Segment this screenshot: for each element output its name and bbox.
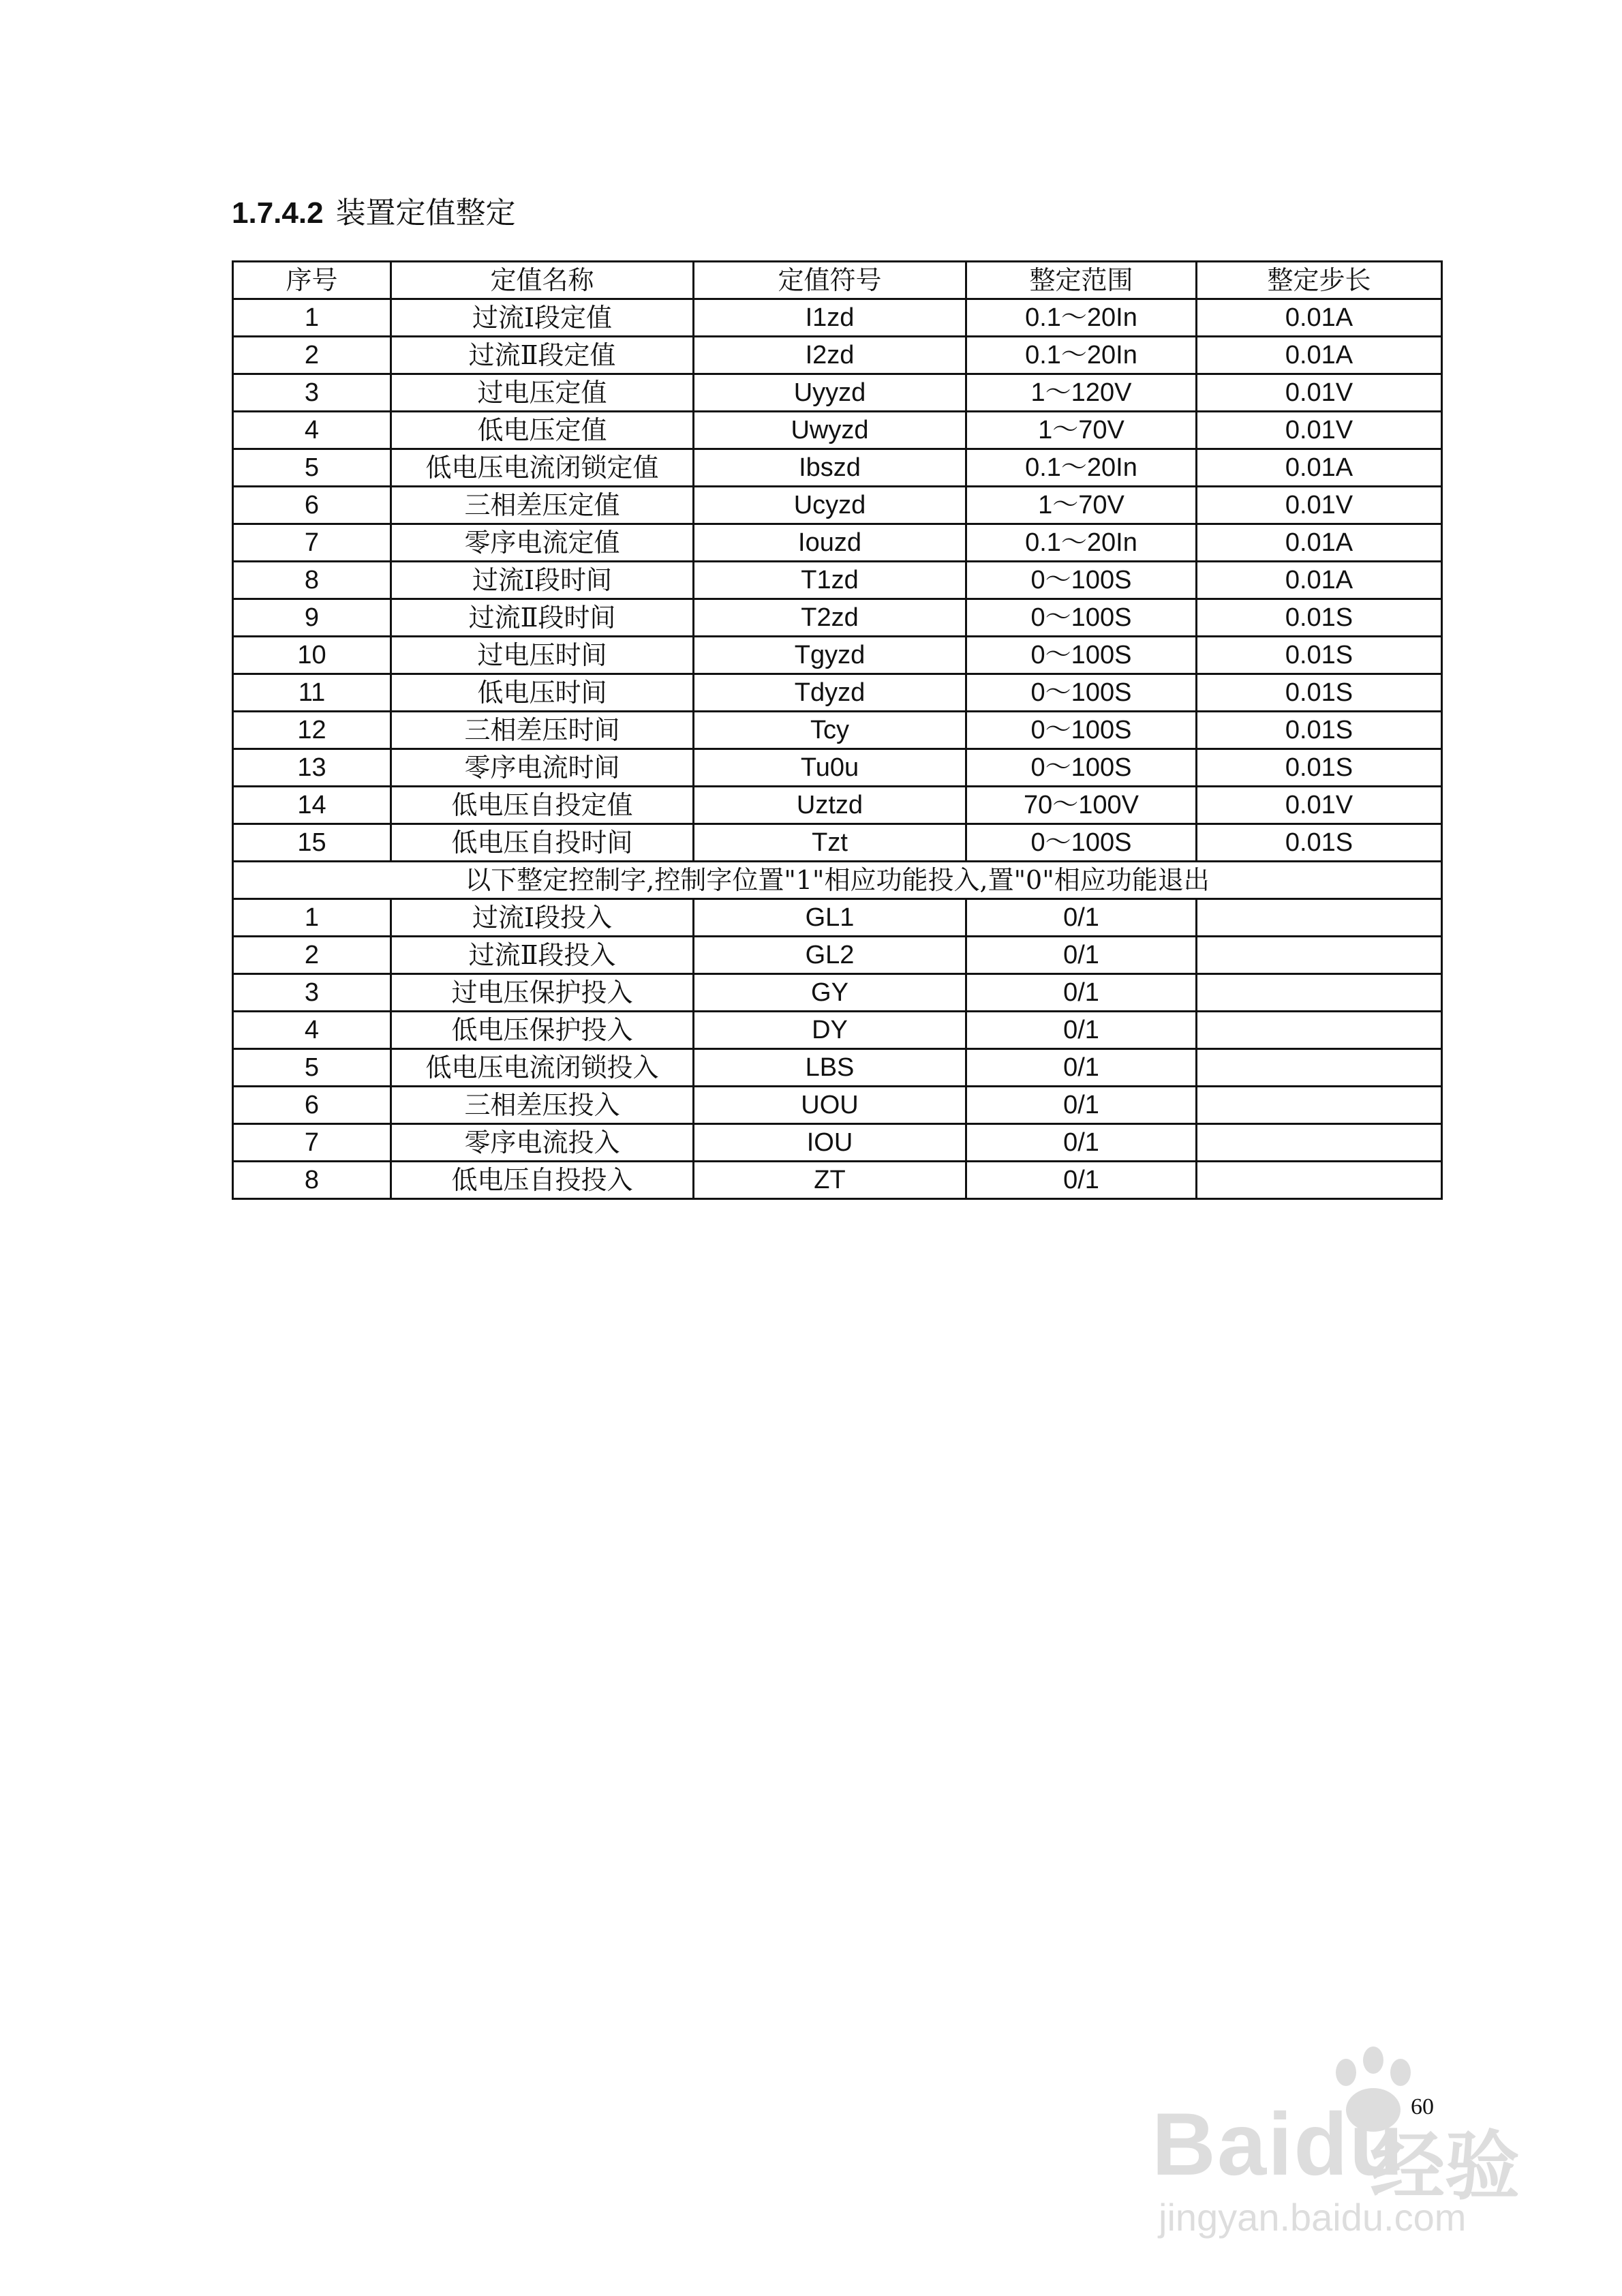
cell-name: 过流Ⅱ段定值 [391,337,694,374]
table-row [233,562,1442,599]
watermark-url: jingyan.baidu.com [1159,2196,1467,2239]
control-note-row [233,862,1442,899]
cell-range: 0/1 [966,899,1197,937]
cell-index: 14 [233,787,391,824]
cell-name: 过电压时间 [391,637,694,674]
table-row [233,299,1442,337]
cell-symbol: GL1 [694,899,966,937]
cell-symbol: Tdyzd [694,674,966,712]
control-row [233,899,1442,937]
cell-range: 0.1～20In [966,337,1197,374]
cell-range: 0～100S [966,712,1197,749]
cell-name: 三相差压时间 [391,712,694,749]
cell-range: 1～70V [966,412,1197,449]
cell-symbol: I2zd [694,337,966,374]
cell-step: 0.01A [1197,299,1442,337]
cell-index: 9 [233,599,391,637]
cell-step: 0.01A [1197,562,1442,599]
cell-range: 1～120V [966,374,1197,412]
section-title: 装置定值整定 [335,196,516,230]
cell-symbol: T2zd [694,599,966,637]
cell-step [1197,974,1442,1012]
cell-name: 过流Ⅰ段时间 [391,562,694,599]
cell-name: 过电压定值 [391,374,694,412]
cell-range: 0～100S [966,599,1197,637]
control-row [233,937,1442,974]
cell-step: 0.01S [1197,674,1442,712]
cell-step [1197,1087,1442,1124]
cell-symbol: Tcy [694,712,966,749]
cell-step: 0.01A [1197,449,1442,487]
cell-index: 7 [233,524,391,562]
control-row [233,1162,1442,1199]
page-number: 60 [1411,2094,1434,2119]
cell-range: 1～70V [966,487,1197,524]
cell-index: 3 [233,974,391,1012]
cell-name: 过电压保护投入 [391,974,694,1012]
cell-symbol: Iouzd [694,524,966,562]
baidu-jingyan-watermark [1152,2045,1533,2243]
cell-name: 低电压电流闭锁投入 [391,1049,694,1087]
header-range: 整定范围 [966,262,1197,299]
cell-index: 5 [233,1049,391,1087]
cell-symbol: T1zd [694,562,966,599]
cell-symbol: Tgyzd [694,637,966,674]
cell-symbol: Ibszd [694,449,966,487]
table-row [233,637,1442,674]
cell-name: 零序电流投入 [391,1124,694,1162]
cell-symbol: GL2 [694,937,966,974]
cell-name: 低电压自投定值 [391,787,694,824]
table-row [233,674,1442,712]
table-row [233,824,1442,862]
table-header-row [233,262,1442,299]
cell-index: 5 [233,449,391,487]
cell-symbol: UOU [694,1087,966,1124]
cell-index: 1 [233,299,391,337]
cell-range: 0/1 [966,974,1197,1012]
table-row [233,487,1442,524]
section-heading [232,194,516,232]
cell-step: 0.01V [1197,787,1442,824]
header-name: 定值名称 [391,262,694,299]
cell-name: 零序电流定值 [391,524,694,562]
cell-range: 0～100S [966,637,1197,674]
cell-name: 三相差压定值 [391,487,694,524]
cell-name: 低电压电流闭锁定值 [391,449,694,487]
cell-step: 0.01V [1197,374,1442,412]
cell-range: 0/1 [966,1124,1197,1162]
control-row [233,1124,1442,1162]
cell-step: 0.01V [1197,487,1442,524]
cell-range: 0/1 [966,1087,1197,1124]
cell-range: 0/1 [966,1049,1197,1087]
cell-index: 2 [233,937,391,974]
cell-step: 0.01S [1197,637,1442,674]
table-row [233,412,1442,449]
cell-symbol: LBS [694,1049,966,1087]
cell-index: 6 [233,487,391,524]
cell-symbol: I1zd [694,299,966,337]
cell-step [1197,1162,1442,1199]
cell-name: 过流Ⅱ段时间 [391,599,694,637]
cell-name: 过流Ⅰ段定值 [391,299,694,337]
cell-step: 0.01S [1197,824,1442,862]
control-note: 以下整定控制字,控制字位置"1"相应功能投入,置"0"相应功能退出 [233,862,1442,899]
cell-symbol: Uyyzd [694,374,966,412]
control-row [233,1049,1442,1087]
cell-name: 低电压定值 [391,412,694,449]
cell-step: 0.01A [1197,524,1442,562]
cell-index: 1 [233,899,391,937]
cell-step [1197,1124,1442,1162]
cell-range: 0/1 [966,937,1197,974]
cell-index: 8 [233,1162,391,1199]
cell-step: 0.01S [1197,749,1442,787]
cell-index: 12 [233,712,391,749]
cell-name: 过流Ⅱ段投入 [391,937,694,974]
cell-range: 0/1 [966,1012,1197,1049]
table-row [233,712,1442,749]
cell-name: 过流Ⅰ段投入 [391,899,694,937]
cell-symbol: IOU [694,1124,966,1162]
cell-index: 13 [233,749,391,787]
section-number: 1.7.4.2 [232,196,324,230]
cell-range: 0～100S [966,674,1197,712]
cell-symbol: GY [694,974,966,1012]
control-row [233,974,1442,1012]
cell-step: 0.01S [1197,712,1442,749]
table-row [233,599,1442,637]
cell-range: 0～100S [966,562,1197,599]
table-row [233,449,1442,487]
cell-symbol: Tu0u [694,749,966,787]
cell-step [1197,899,1442,937]
cell-name: 低电压自投时间 [391,824,694,862]
cell-index: 3 [233,374,391,412]
cell-index: 2 [233,337,391,374]
control-row [233,1087,1442,1124]
control-row [233,1012,1442,1049]
cell-index: 8 [233,562,391,599]
cell-name: 低电压自投投入 [391,1162,694,1199]
cell-index: 4 [233,1012,391,1049]
cell-step: 0.01A [1197,337,1442,374]
cell-range: 0/1 [966,1162,1197,1199]
cell-symbol: Uwyzd [694,412,966,449]
cell-symbol: Tzt [694,824,966,862]
settings-table [232,260,1443,1200]
table-row [233,524,1442,562]
cell-range: 0.1～20In [966,524,1197,562]
watermark-cn: 经验 [1370,2123,1520,2210]
cell-range: 0～100S [966,749,1197,787]
cell-step [1197,1049,1442,1087]
cell-symbol: ZT [694,1162,966,1199]
cell-index: 10 [233,637,391,674]
header-symbol: 定值符号 [694,262,966,299]
table-row [233,337,1442,374]
header-step: 整定步长 [1197,262,1442,299]
cell-index: 4 [233,412,391,449]
table-row [233,374,1442,412]
cell-symbol: Uztzd [694,787,966,824]
cell-step: 0.01V [1197,412,1442,449]
cell-index: 11 [233,674,391,712]
cell-symbol: DY [694,1012,966,1049]
cell-name: 低电压保护投入 [391,1012,694,1049]
cell-step [1197,937,1442,974]
table-row [233,749,1442,787]
cell-name: 低电压时间 [391,674,694,712]
cell-name: 零序电流时间 [391,749,694,787]
cell-range: 0～100S [966,824,1197,862]
watermark-brand: Baidu [1152,2094,1405,2194]
cell-range: 0.1～20In [966,299,1197,337]
header-index: 序号 [233,262,391,299]
cell-index: 7 [233,1124,391,1162]
cell-range: 0.1～20In [966,449,1197,487]
cell-name: 三相差压投入 [391,1087,694,1124]
cell-index: 15 [233,824,391,862]
cell-index: 6 [233,1087,391,1124]
cell-symbol: Ucyzd [694,487,966,524]
cell-step: 0.01S [1197,599,1442,637]
cell-step [1197,1012,1442,1049]
cell-range: 70～100V [966,787,1197,824]
table-row [233,787,1442,824]
